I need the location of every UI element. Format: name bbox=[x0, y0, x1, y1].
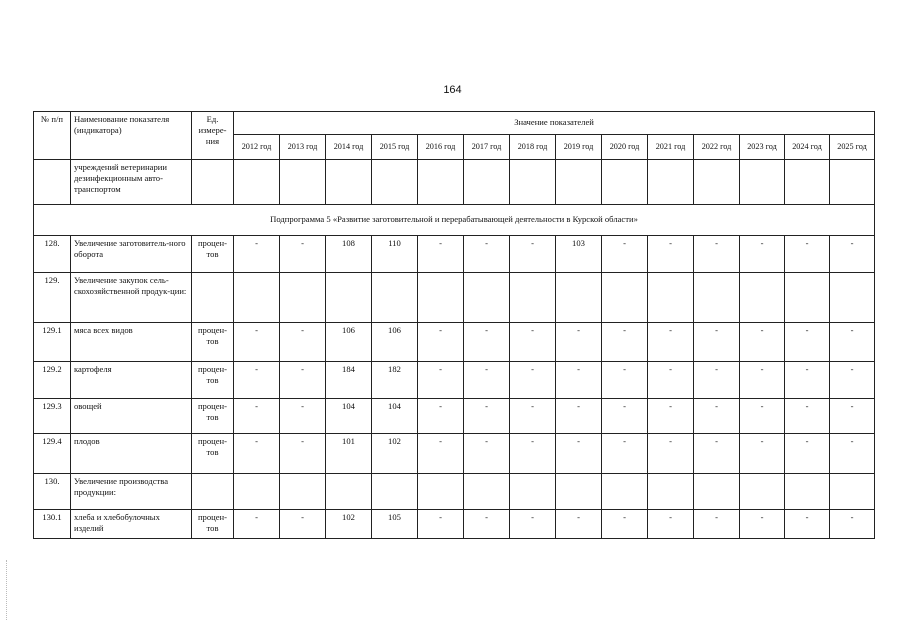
value-cell: - bbox=[464, 362, 510, 399]
value-cell: - bbox=[602, 323, 648, 362]
value-cell bbox=[556, 474, 602, 510]
value-cell bbox=[694, 474, 740, 510]
unit-cell: процен-тов bbox=[192, 434, 234, 474]
value-cell: - bbox=[234, 236, 280, 273]
header-number: № п/п bbox=[34, 112, 71, 160]
value-cell: - bbox=[280, 510, 326, 539]
page-number: 164 bbox=[443, 84, 462, 96]
value-cell bbox=[648, 273, 694, 323]
value-cell: - bbox=[280, 434, 326, 474]
value-cell bbox=[740, 474, 785, 510]
subprogram-row bbox=[34, 205, 875, 236]
indicator-name: учреждений ветеринарии дезинфекционным авто-транспортом bbox=[71, 160, 192, 205]
value-cell: - bbox=[740, 510, 785, 539]
value-cell: 102 bbox=[372, 434, 418, 474]
value-cell bbox=[464, 160, 510, 205]
value-cell: - bbox=[740, 399, 785, 434]
indicator-row bbox=[34, 273, 875, 323]
value-cell bbox=[418, 273, 464, 323]
unit-cell: процен-тов bbox=[192, 236, 234, 273]
value-cell bbox=[830, 474, 875, 510]
value-cell: - bbox=[280, 236, 326, 273]
value-cell: - bbox=[830, 236, 875, 273]
indicator-name: Увеличение заготовитель-ного оборота bbox=[71, 236, 192, 273]
header-row-top bbox=[34, 112, 875, 135]
value-cell bbox=[602, 160, 648, 205]
value-cell: - bbox=[464, 510, 510, 539]
header-year: 2016 год bbox=[418, 135, 464, 160]
value-cell: - bbox=[556, 362, 602, 399]
value-cell bbox=[740, 160, 785, 205]
value-cell bbox=[510, 474, 556, 510]
value-cell bbox=[740, 273, 785, 323]
value-cell: - bbox=[648, 362, 694, 399]
value-cell: - bbox=[648, 323, 694, 362]
value-cell: - bbox=[464, 434, 510, 474]
indicator-row bbox=[34, 362, 875, 399]
value-cell: - bbox=[830, 399, 875, 434]
value-cell: - bbox=[234, 434, 280, 474]
value-cell bbox=[280, 160, 326, 205]
value-cell bbox=[234, 474, 280, 510]
header-year: 2019 год bbox=[556, 135, 602, 160]
value-cell: - bbox=[418, 362, 464, 399]
header-indicator-name: Наименование показателя (индикатора) bbox=[71, 112, 192, 160]
value-cell: 104 bbox=[372, 399, 418, 434]
unit-cell bbox=[192, 273, 234, 323]
value-cell: - bbox=[510, 434, 556, 474]
value-cell: - bbox=[418, 510, 464, 539]
value-cell bbox=[510, 273, 556, 323]
value-cell: 104 bbox=[326, 399, 372, 434]
indicator-name: Увеличение производства продукции: bbox=[71, 474, 192, 510]
row-number: 129.2 bbox=[34, 362, 71, 399]
indicator-name: хлеба и хлебобулочных изделий bbox=[71, 510, 192, 539]
row-number: 129.3 bbox=[34, 399, 71, 434]
value-cell: - bbox=[785, 399, 830, 434]
header-year: 2012 год bbox=[234, 135, 280, 160]
value-cell: - bbox=[648, 399, 694, 434]
value-cell bbox=[326, 160, 372, 205]
value-cell: 182 bbox=[372, 362, 418, 399]
value-cell bbox=[418, 474, 464, 510]
value-cell: - bbox=[234, 362, 280, 399]
header-year: 2014 год bbox=[326, 135, 372, 160]
value-cell bbox=[785, 273, 830, 323]
value-cell: - bbox=[510, 236, 556, 273]
unit-cell: процен-тов bbox=[192, 362, 234, 399]
value-cell: - bbox=[785, 510, 830, 539]
value-cell bbox=[464, 273, 510, 323]
value-cell bbox=[234, 273, 280, 323]
value-cell: - bbox=[602, 510, 648, 539]
value-cell: - bbox=[510, 323, 556, 362]
indicator-row bbox=[34, 510, 875, 539]
indicator-name: мяса всех видов bbox=[71, 323, 192, 362]
value-cell: - bbox=[785, 323, 830, 362]
value-cell: - bbox=[418, 399, 464, 434]
value-cell: - bbox=[280, 362, 326, 399]
value-cell: - bbox=[694, 434, 740, 474]
continued-row bbox=[34, 160, 875, 205]
value-cell: 106 bbox=[372, 323, 418, 362]
value-cell: 108 bbox=[326, 236, 372, 273]
value-cell bbox=[694, 273, 740, 323]
value-cell: 106 bbox=[326, 323, 372, 362]
value-cell: - bbox=[602, 362, 648, 399]
value-cell bbox=[830, 273, 875, 323]
value-cell bbox=[602, 474, 648, 510]
value-cell bbox=[602, 273, 648, 323]
value-cell bbox=[372, 160, 418, 205]
row-number: 129.1 bbox=[34, 323, 71, 362]
indicator-row bbox=[34, 434, 875, 474]
value-cell: - bbox=[418, 236, 464, 273]
row-number: 130.1 bbox=[34, 510, 71, 539]
value-cell: 184 bbox=[326, 362, 372, 399]
value-cell bbox=[556, 160, 602, 205]
value-cell: - bbox=[510, 399, 556, 434]
row-number: 128. bbox=[34, 236, 71, 273]
value-cell: - bbox=[830, 362, 875, 399]
value-cell bbox=[785, 160, 830, 205]
header-year: 2021 год bbox=[648, 135, 694, 160]
value-cell: - bbox=[648, 236, 694, 273]
value-cell: - bbox=[648, 510, 694, 539]
value-cell bbox=[694, 160, 740, 205]
value-cell bbox=[280, 474, 326, 510]
value-cell: - bbox=[830, 323, 875, 362]
value-cell: 101 bbox=[326, 434, 372, 474]
value-cell: - bbox=[694, 362, 740, 399]
header-year: 2017 год bbox=[464, 135, 510, 160]
value-cell: 102 bbox=[326, 510, 372, 539]
value-cell: - bbox=[694, 510, 740, 539]
value-cell bbox=[556, 273, 602, 323]
value-cell: - bbox=[418, 323, 464, 362]
value-cell: - bbox=[464, 236, 510, 273]
value-cell: - bbox=[464, 323, 510, 362]
value-cell bbox=[234, 160, 280, 205]
row-number: 130. bbox=[34, 474, 71, 510]
value-cell: - bbox=[602, 434, 648, 474]
value-cell: - bbox=[694, 236, 740, 273]
unit-cell: процен-тов bbox=[192, 399, 234, 434]
header-year: 2020 год bbox=[602, 135, 648, 160]
indicator-row bbox=[34, 474, 875, 510]
row-number bbox=[34, 160, 71, 205]
scan-margin-mark bbox=[6, 560, 8, 620]
header-year: 2023 год bbox=[740, 135, 785, 160]
value-cell bbox=[648, 160, 694, 205]
value-cell: - bbox=[234, 399, 280, 434]
header-year: 2022 год bbox=[694, 135, 740, 160]
unit-cell bbox=[192, 160, 234, 205]
value-cell: - bbox=[694, 323, 740, 362]
value-cell bbox=[510, 160, 556, 205]
value-cell: - bbox=[740, 236, 785, 273]
indicator-name: картофеля bbox=[71, 362, 192, 399]
value-cell bbox=[785, 474, 830, 510]
indicator-name: овощей bbox=[71, 399, 192, 434]
unit-cell bbox=[192, 474, 234, 510]
header-year: 2013 год bbox=[280, 135, 326, 160]
value-cell: 105 bbox=[372, 510, 418, 539]
value-cell bbox=[372, 273, 418, 323]
value-cell: - bbox=[556, 399, 602, 434]
value-cell: - bbox=[418, 434, 464, 474]
value-cell: 110 bbox=[372, 236, 418, 273]
value-cell: - bbox=[556, 434, 602, 474]
value-cell: - bbox=[740, 434, 785, 474]
indicator-name: Увеличение закупок сель-скохозяйственной продук-ции: bbox=[71, 273, 192, 323]
value-cell: - bbox=[510, 362, 556, 399]
value-cell: - bbox=[280, 399, 326, 434]
value-cell bbox=[280, 273, 326, 323]
indicator-name: плодов bbox=[71, 434, 192, 474]
value-cell: - bbox=[280, 323, 326, 362]
value-cell: - bbox=[785, 434, 830, 474]
subprogram-title: Подпрограмма 5 «Развитие заготовительной и перерабатывающей деятельности в Курской области» bbox=[34, 205, 875, 236]
header-year: 2024 год bbox=[785, 135, 830, 160]
value-cell: - bbox=[785, 236, 830, 273]
indicator-row bbox=[34, 236, 875, 273]
row-number: 129.4 bbox=[34, 434, 71, 474]
header-values-title: Значение показателей bbox=[234, 112, 875, 135]
value-cell: - bbox=[602, 399, 648, 434]
value-cell: 103 bbox=[556, 236, 602, 273]
value-cell: - bbox=[602, 236, 648, 273]
value-cell bbox=[326, 273, 372, 323]
value-cell: - bbox=[234, 323, 280, 362]
value-cell: - bbox=[234, 510, 280, 539]
value-cell: - bbox=[694, 399, 740, 434]
value-cell: - bbox=[830, 510, 875, 539]
value-cell: - bbox=[740, 323, 785, 362]
unit-cell: процен-тов bbox=[192, 323, 234, 362]
value-cell: - bbox=[556, 323, 602, 362]
value-cell bbox=[418, 160, 464, 205]
value-cell: - bbox=[785, 362, 830, 399]
value-cell: - bbox=[464, 399, 510, 434]
value-cell: - bbox=[830, 434, 875, 474]
value-cell: - bbox=[510, 510, 556, 539]
value-cell: - bbox=[648, 434, 694, 474]
unit-cell: процен-тов bbox=[192, 510, 234, 539]
indicators-table bbox=[33, 111, 875, 539]
value-cell: - bbox=[556, 510, 602, 539]
value-cell bbox=[648, 474, 694, 510]
value-cell bbox=[464, 474, 510, 510]
header-year: 2015 год bbox=[372, 135, 418, 160]
value-cell bbox=[372, 474, 418, 510]
row-number: 129. bbox=[34, 273, 71, 323]
value-cell bbox=[326, 474, 372, 510]
indicator-row bbox=[34, 323, 875, 362]
header-year: 2018 год bbox=[510, 135, 556, 160]
indicator-row bbox=[34, 399, 875, 434]
value-cell: - bbox=[740, 362, 785, 399]
value-cell bbox=[830, 160, 875, 205]
header-year: 2025 год bbox=[830, 135, 875, 160]
header-unit: Ед. измере-ния bbox=[192, 112, 234, 160]
